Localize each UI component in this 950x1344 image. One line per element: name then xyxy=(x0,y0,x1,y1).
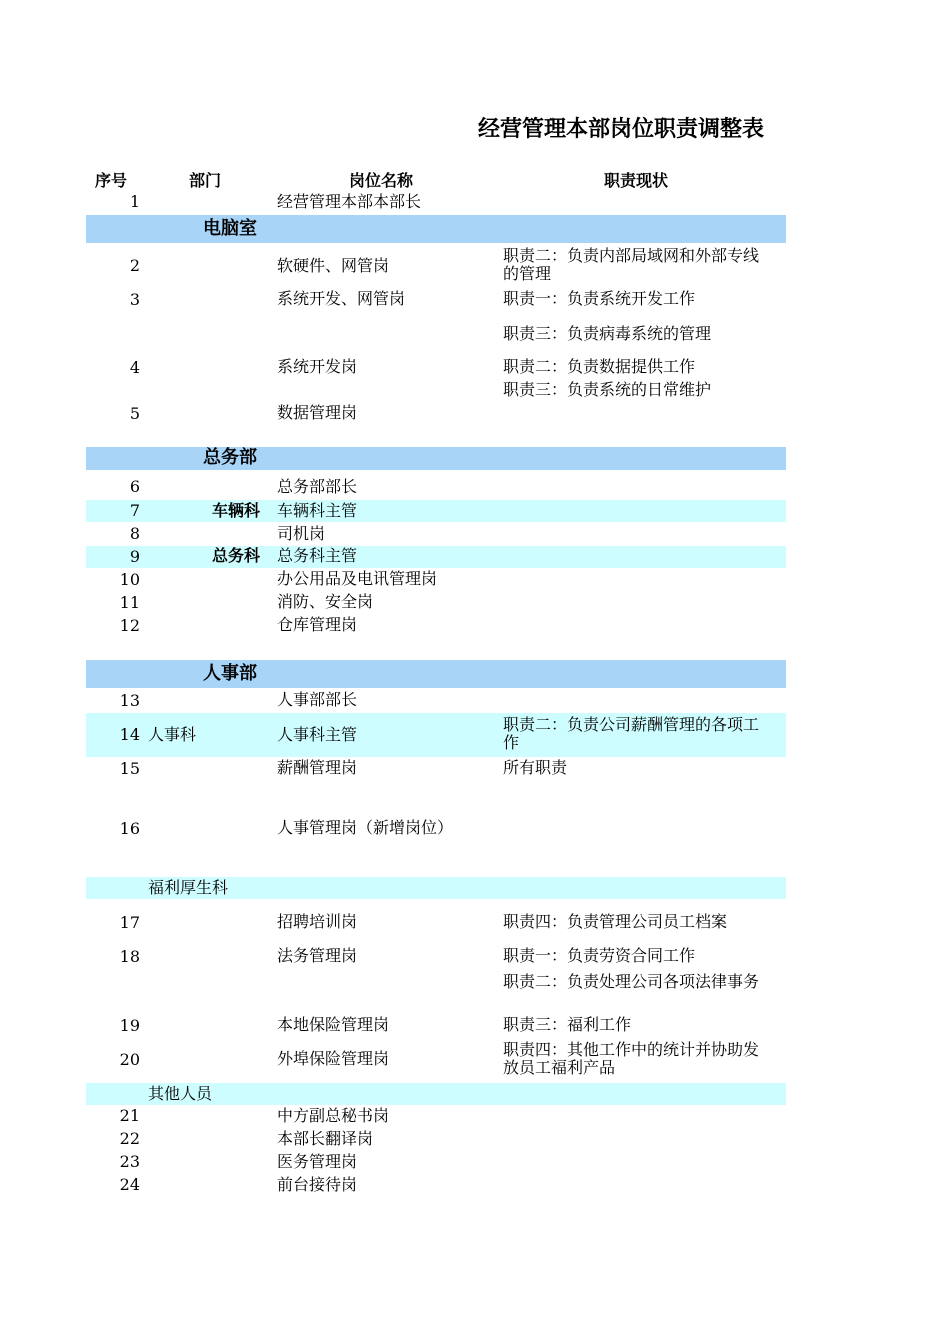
row-number: 17 xyxy=(119,913,140,932)
duty-text: 职责一：负责系统开发工作 xyxy=(503,289,696,308)
row-number: 1 xyxy=(129,192,140,211)
row-number: 12 xyxy=(119,616,140,635)
position-name: 本地保险管理岗 xyxy=(277,1015,390,1034)
position-name: 车辆科主管 xyxy=(277,501,358,520)
duty-text: 所有职责 xyxy=(503,758,568,777)
department-name: 车辆科 xyxy=(212,501,261,520)
position-name: 人事科主管 xyxy=(277,725,358,744)
table-row xyxy=(86,818,786,840)
group-title: 福利厚生科 xyxy=(148,878,229,897)
row-number: 20 xyxy=(119,1050,140,1069)
table-row xyxy=(86,476,786,498)
department-name: 人事科 xyxy=(148,725,197,744)
position-name: 司机岗 xyxy=(277,524,326,543)
table-row xyxy=(86,289,786,349)
header-no: 序号 xyxy=(95,171,128,190)
position-name: 总务部部长 xyxy=(277,477,358,496)
table-row xyxy=(86,946,786,1012)
table-row xyxy=(86,1015,786,1037)
row-number: 15 xyxy=(119,759,140,778)
row-number: 16 xyxy=(119,819,140,838)
table-row xyxy=(86,500,786,522)
table-row xyxy=(86,713,786,757)
section-header xyxy=(86,215,786,243)
row-number: 6 xyxy=(129,477,140,496)
row-number: 14 xyxy=(119,725,140,744)
table-row xyxy=(86,912,786,934)
position-name: 系统开发岗 xyxy=(277,357,358,376)
position-name: 办公用品及电讯管理岗 xyxy=(277,569,438,588)
department-name: 总务科 xyxy=(212,546,261,565)
duty-text: 职责二：负责数据提供工作 xyxy=(503,357,696,376)
duty-text: 职责一：负责劳资合同工作 xyxy=(503,946,696,965)
table-row xyxy=(86,615,786,637)
table-row xyxy=(86,1106,786,1128)
header-dept: 部门 xyxy=(189,171,222,190)
row-number: 9 xyxy=(129,547,140,566)
duty-text: 职责四：其他工作中的统计并协助发放员工福利产品 xyxy=(503,1040,760,1077)
header-position: 岗位名称 xyxy=(349,171,414,190)
table-row xyxy=(86,402,786,424)
row-number: 7 xyxy=(129,501,140,520)
row-number: 8 xyxy=(129,524,140,543)
table-row xyxy=(86,569,786,591)
table-row xyxy=(86,356,786,400)
table-row xyxy=(86,758,786,780)
row-number: 10 xyxy=(119,570,140,589)
table-row xyxy=(86,1175,786,1197)
table-row xyxy=(86,523,786,545)
table-row xyxy=(86,1129,786,1151)
table-row xyxy=(86,192,786,212)
section-title: 电脑室 xyxy=(203,218,257,239)
row-number: 22 xyxy=(119,1129,140,1148)
row-number: 2 xyxy=(129,256,140,275)
table-row xyxy=(86,1040,786,1080)
position-name: 消防、安全岗 xyxy=(277,592,374,611)
row-number: 19 xyxy=(119,1016,140,1035)
row-number: 4 xyxy=(129,358,140,377)
position-name: 仓库管理岗 xyxy=(277,615,358,634)
position-name: 薪酬管理岗 xyxy=(277,758,358,777)
section-title: 人事部 xyxy=(203,663,257,684)
duty-text: 职责二：负责处理公司各项法律事务 xyxy=(503,972,760,991)
row-number: 23 xyxy=(119,1152,140,1171)
duty-text: 职责三：负责病毒系统的管理 xyxy=(503,324,712,343)
position-name: 数据管理岗 xyxy=(277,403,358,422)
position-name: 前台接待岗 xyxy=(277,1175,358,1194)
row-number: 3 xyxy=(129,290,140,309)
table-row xyxy=(86,592,786,614)
row-number: 11 xyxy=(119,593,140,612)
position-name: 医务管理岗 xyxy=(277,1152,358,1171)
row-number: 18 xyxy=(119,947,140,966)
position-name: 人事管理岗（新增岗位） xyxy=(277,818,454,837)
table-row xyxy=(86,690,786,712)
duty-text: 职责三：福利工作 xyxy=(503,1015,632,1034)
header-duties: 职责现状 xyxy=(604,171,669,190)
group-header xyxy=(86,877,786,899)
row-number: 24 xyxy=(119,1175,140,1194)
duty-text: 职责四：负责管理公司员工档案 xyxy=(503,912,728,931)
position-name: 中方副总秘书岗 xyxy=(277,1106,390,1125)
table-row xyxy=(86,546,786,568)
page-title: 经营管理本部岗位职责调整表 xyxy=(478,116,765,142)
row-number: 13 xyxy=(119,691,140,710)
row-number: 21 xyxy=(119,1106,140,1125)
section-header xyxy=(86,660,786,688)
position-name: 法务管理岗 xyxy=(277,946,358,965)
section-title: 总务部 xyxy=(203,447,257,468)
group-title: 其他人员 xyxy=(148,1084,213,1103)
position-name: 人事部部长 xyxy=(277,690,358,709)
section-header xyxy=(86,447,786,470)
table-row xyxy=(86,246,786,286)
position-name: 外埠保险管理岗 xyxy=(277,1049,390,1068)
table-row xyxy=(86,1152,786,1174)
position-name: 招聘培训岗 xyxy=(277,912,358,931)
position-name: 系统开发、网管岗 xyxy=(277,289,406,308)
position-name: 经营管理本部本部长 xyxy=(277,192,422,211)
position-name: 本部长翻译岗 xyxy=(277,1129,374,1148)
group-header xyxy=(86,1083,786,1105)
duty-text: 职责三：负责系统的日常维护 xyxy=(503,380,712,399)
duty-text: 职责二：负责公司薪酬管理的各项工作 xyxy=(503,715,760,752)
position-name: 软硬件、网管岗 xyxy=(277,256,390,275)
duty-text: 职责二：负责内部局域网和外部专线的管理 xyxy=(503,246,760,283)
row-number: 5 xyxy=(129,404,140,423)
position-name: 总务科主管 xyxy=(277,546,358,565)
